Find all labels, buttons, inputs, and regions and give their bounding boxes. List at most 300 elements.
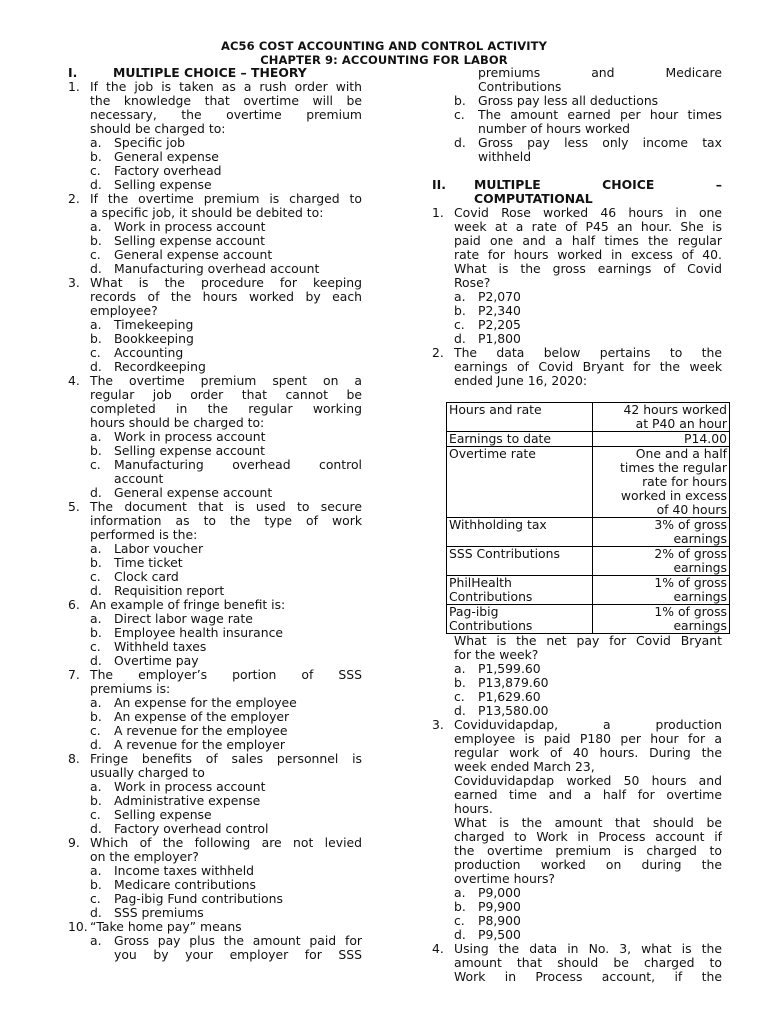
table-value-cell bbox=[593, 605, 730, 634]
question-number: 8. bbox=[68, 751, 80, 766]
option-text: An expense for the employee bbox=[114, 695, 297, 710]
question-stem-line bbox=[68, 304, 362, 318]
option-letter: b. bbox=[454, 675, 466, 690]
line-text: you by your employer for SSS bbox=[114, 947, 362, 962]
option-letter: c. bbox=[454, 107, 465, 122]
table-key-cell bbox=[447, 432, 593, 447]
table-row bbox=[447, 547, 730, 576]
line-text: Coviduvidapdap worked 50 hours and bbox=[454, 773, 722, 788]
question-stem-line bbox=[432, 374, 722, 388]
answer-option bbox=[432, 900, 722, 914]
answer-option bbox=[432, 304, 722, 318]
question-stem-line bbox=[68, 290, 362, 304]
answer-option bbox=[432, 136, 722, 150]
option-letter: a. bbox=[90, 779, 102, 794]
question-number: 3. bbox=[432, 717, 444, 732]
line-text: premiums is: bbox=[90, 681, 171, 696]
line-text: earned time and a half for overtime bbox=[454, 787, 722, 802]
line-text: regular job order that cannot be bbox=[90, 387, 362, 402]
option-text: P2,205 bbox=[478, 317, 521, 332]
question-stem-line bbox=[68, 514, 362, 528]
option-text: Medicare contributions bbox=[114, 877, 256, 892]
table-key: Earnings to date bbox=[449, 431, 552, 446]
option-text: Clock card bbox=[114, 569, 179, 584]
answer-option bbox=[68, 486, 362, 500]
option-letter: a. bbox=[90, 219, 102, 234]
answer-option bbox=[68, 738, 362, 752]
line-text: a specific job, it should be debited to: bbox=[90, 205, 324, 220]
option-letter: c. bbox=[90, 639, 101, 654]
answer-option bbox=[68, 458, 362, 472]
section-number: I. bbox=[68, 65, 78, 80]
option-letter: d. bbox=[90, 261, 102, 276]
question-stem-line bbox=[432, 648, 722, 662]
option-text: Gross pay less all deductions bbox=[478, 93, 659, 108]
question-stem-line bbox=[432, 760, 722, 774]
option-text: Administrative expense bbox=[114, 793, 261, 808]
question-stem bbox=[432, 942, 722, 956]
line-text: withheld bbox=[478, 149, 532, 164]
table-value: 3% of gross bbox=[654, 517, 727, 532]
answer-option bbox=[68, 808, 362, 822]
option-letter: a. bbox=[90, 611, 102, 626]
answer-option bbox=[68, 234, 362, 248]
table-key: Overtime rate bbox=[449, 446, 536, 461]
question-number: 1. bbox=[68, 79, 80, 94]
line-text: An example of fringe benefit is: bbox=[90, 597, 286, 612]
question-stem-line bbox=[432, 802, 722, 816]
question-stem bbox=[68, 192, 362, 206]
question-stem-line bbox=[68, 850, 362, 864]
option-text: P8,900 bbox=[478, 913, 521, 928]
question-stem-line bbox=[68, 682, 362, 696]
table-value: earnings bbox=[673, 531, 727, 546]
option-letter: b. bbox=[90, 877, 102, 892]
question-stem-line bbox=[68, 388, 362, 402]
answer-option bbox=[68, 584, 362, 598]
answer-option bbox=[68, 724, 362, 738]
line-text: regular work of 40 hours. During the bbox=[454, 745, 722, 760]
question-number: 4. bbox=[432, 941, 444, 956]
question-stem bbox=[68, 836, 362, 850]
option-text: P1,629.60 bbox=[478, 689, 541, 704]
option-text: Specific job bbox=[114, 135, 186, 150]
question-stem-line bbox=[432, 858, 722, 872]
option-letter: a. bbox=[90, 429, 102, 444]
question-stem-line bbox=[432, 276, 722, 290]
option-text: Selling expense bbox=[114, 807, 212, 822]
table-value: times the regular bbox=[620, 460, 727, 475]
table-key-cell bbox=[447, 447, 593, 518]
line-text: completed in the regular working bbox=[90, 401, 362, 416]
line-text: on the employer? bbox=[90, 849, 199, 864]
answer-option bbox=[68, 164, 362, 178]
option-text: Pag-ibig Fund contributions bbox=[114, 891, 283, 906]
option-letter: a. bbox=[90, 863, 102, 878]
answer-option bbox=[68, 220, 362, 234]
line-text: hours. bbox=[454, 801, 493, 816]
table-value-cell bbox=[593, 576, 730, 605]
line-text: charged to Work in Process account if bbox=[454, 829, 722, 844]
table-row bbox=[447, 605, 730, 634]
section-number: II. bbox=[432, 177, 446, 192]
answer-option bbox=[68, 332, 362, 346]
line-text: paid one and a half times the regular bbox=[454, 233, 722, 248]
answer-option bbox=[68, 906, 362, 920]
question-stem-line bbox=[432, 970, 722, 984]
option-letter: d. bbox=[90, 905, 102, 920]
question-number: 7. bbox=[68, 667, 80, 682]
option-text: Gross pay less only income tax bbox=[478, 135, 722, 150]
option-text: Income taxes withheld bbox=[114, 863, 255, 878]
right-column bbox=[432, 65, 727, 984]
answer-option bbox=[68, 430, 362, 444]
option-letter: d. bbox=[90, 653, 102, 668]
answer-option bbox=[68, 178, 362, 192]
table-value: P14.00 bbox=[684, 431, 727, 446]
answer-option bbox=[68, 878, 362, 892]
question-stem bbox=[68, 668, 362, 682]
answer-option bbox=[432, 662, 722, 676]
answer-option bbox=[68, 654, 362, 668]
line-text: If the job is taken as a rush order with bbox=[90, 79, 362, 94]
answer-option bbox=[432, 886, 722, 900]
question-number: 9. bbox=[68, 835, 80, 850]
question-stem-line bbox=[432, 634, 722, 648]
question-stem-line bbox=[432, 872, 722, 886]
answer-option bbox=[68, 346, 362, 360]
table-key: Hours and rate bbox=[449, 402, 542, 417]
answer-option-cont bbox=[432, 80, 722, 94]
option-letter: a. bbox=[454, 289, 466, 304]
line-text: overtime hours? bbox=[454, 871, 555, 886]
option-letter: d. bbox=[90, 485, 102, 500]
line-text: records of the hours worked by each bbox=[90, 289, 362, 304]
option-letter: d. bbox=[454, 927, 466, 942]
spacer bbox=[432, 164, 722, 178]
question-stem-line bbox=[432, 234, 722, 248]
question-stem bbox=[432, 206, 722, 220]
line-text: performed is the: bbox=[90, 527, 198, 542]
option-text: General expense account bbox=[114, 485, 273, 500]
option-text: P9,900 bbox=[478, 899, 521, 914]
line-text: Work in Process account, if the bbox=[454, 969, 722, 984]
option-letter: c. bbox=[90, 457, 101, 472]
question-number: 1. bbox=[432, 205, 444, 220]
table-value-cell bbox=[593, 447, 730, 518]
option-text: Time ticket bbox=[114, 555, 183, 570]
section-heading-computational bbox=[432, 178, 722, 192]
line-text: account bbox=[114, 471, 164, 486]
question-stem bbox=[68, 276, 362, 290]
table-value-cell bbox=[593, 403, 730, 432]
question-stem-line bbox=[432, 788, 722, 802]
table-value: One and a half bbox=[635, 446, 727, 461]
option-letter: a. bbox=[90, 933, 102, 948]
option-letter: d. bbox=[454, 331, 466, 346]
line-text: What is the procedure for keeping bbox=[90, 275, 362, 290]
question-stem bbox=[68, 500, 362, 514]
option-letter: b. bbox=[454, 899, 466, 914]
line-text: What is the net pay for Covid Bryant bbox=[454, 633, 722, 648]
answer-option bbox=[432, 290, 722, 304]
table-key-cell bbox=[447, 547, 593, 576]
question-stem-line bbox=[432, 774, 722, 788]
section-title-line2: COMPUTATIONAL bbox=[474, 191, 593, 206]
option-text: A revenue for the employer bbox=[114, 737, 285, 752]
option-letter: d. bbox=[90, 359, 102, 374]
option-letter: c. bbox=[454, 913, 465, 928]
option-text: P13,580.00 bbox=[478, 703, 549, 718]
table-value: earnings bbox=[673, 560, 727, 575]
option-text: Overtime pay bbox=[114, 653, 199, 668]
answer-option bbox=[68, 262, 362, 276]
option-text: P9,500 bbox=[478, 927, 521, 942]
option-letter: c. bbox=[90, 163, 101, 178]
question-stem-line bbox=[432, 844, 722, 858]
line-text: the overtime premium is charged to bbox=[454, 843, 722, 858]
line-text: Coviduvidapdap, a production bbox=[454, 717, 722, 732]
line-text: The document that is used to secure bbox=[90, 499, 362, 514]
option-text: Labor voucher bbox=[114, 541, 204, 556]
answer-option bbox=[432, 94, 722, 108]
option-letter: c. bbox=[90, 247, 101, 262]
table-key: Contributions bbox=[449, 618, 533, 633]
answer-option-cont bbox=[432, 122, 722, 136]
question-stem-line bbox=[432, 732, 722, 746]
option-letter: a. bbox=[90, 695, 102, 710]
option-letter: b. bbox=[90, 149, 102, 164]
line-text: rate for hours worked in excess of 40. bbox=[454, 247, 722, 262]
option-text: Work in process account bbox=[114, 219, 266, 234]
option-letter: c. bbox=[90, 891, 101, 906]
option-text: Gross pay plus the amount paid for bbox=[114, 933, 362, 948]
table-value: of 40 hours bbox=[656, 502, 727, 517]
option-text: P2,070 bbox=[478, 289, 521, 304]
line-text: The employer’s portion of SSS bbox=[90, 667, 362, 682]
table-key-cell bbox=[447, 605, 593, 634]
table-value-cell bbox=[593, 432, 730, 447]
section-title: MULTIPLE CHOICE – THEORY bbox=[113, 65, 307, 80]
option-text: An expense of the employer bbox=[114, 709, 290, 724]
option-text: The amount earned per hour times bbox=[478, 107, 722, 122]
table-value: at P40 an hour bbox=[635, 416, 727, 431]
answer-option bbox=[68, 710, 362, 724]
document-subtitle: CHAPTER 9: ACCOUNTING FOR LABOR bbox=[260, 53, 508, 67]
option-text: Work in process account bbox=[114, 779, 266, 794]
option-text: Selling expense bbox=[114, 177, 212, 192]
answer-option bbox=[432, 928, 722, 942]
question-stem bbox=[432, 718, 722, 732]
line-text: The data below pertains to the bbox=[454, 345, 722, 360]
option-letter: b. bbox=[90, 709, 102, 724]
question-stem-line bbox=[432, 956, 722, 970]
answer-option bbox=[68, 892, 362, 906]
answer-option bbox=[68, 640, 362, 654]
option-text: P1,599.60 bbox=[478, 661, 541, 676]
option-text: P9,000 bbox=[478, 885, 521, 900]
option-text: Timekeeping bbox=[114, 317, 194, 332]
option-text: General expense bbox=[114, 149, 219, 164]
answer-option bbox=[68, 780, 362, 794]
question-stem-line bbox=[68, 416, 362, 430]
section-title-cont bbox=[432, 192, 722, 206]
answer-option-cont bbox=[68, 948, 362, 962]
option-text: Work in process account bbox=[114, 429, 266, 444]
question-number: 2. bbox=[432, 345, 444, 360]
option-text: Factory overhead control bbox=[114, 821, 269, 836]
line-text: The overtime premium spent on a bbox=[90, 373, 362, 388]
table-key-cell bbox=[447, 518, 593, 547]
document-title: AC56 COST ACCOUNTING AND CONTROL ACTIVITY bbox=[220, 39, 548, 53]
option-letter: c. bbox=[454, 317, 465, 332]
table-value: rate for hours bbox=[642, 474, 727, 489]
option-letter: c. bbox=[454, 689, 465, 704]
table-key-cell bbox=[447, 576, 593, 605]
question-stem bbox=[68, 80, 362, 94]
answer-option bbox=[68, 794, 362, 808]
option-text: Selling expense account bbox=[114, 233, 265, 248]
line-text: Fringe benefits of sales personnel is bbox=[90, 751, 362, 766]
line-text: Rose? bbox=[454, 275, 491, 290]
answer-option-cont bbox=[432, 150, 722, 164]
question-stem-line bbox=[432, 262, 722, 276]
line-text: employee? bbox=[90, 303, 158, 318]
line-text: for the week? bbox=[454, 647, 539, 662]
option-letter: b. bbox=[90, 443, 102, 458]
question-stem-line bbox=[68, 94, 362, 108]
line-text: If the overtime premium is charged to bbox=[90, 191, 362, 206]
option-letter: b. bbox=[454, 93, 466, 108]
option-letter: b. bbox=[90, 793, 102, 808]
option-letter: b. bbox=[90, 331, 102, 346]
answer-option bbox=[68, 570, 362, 584]
table-value-cell bbox=[593, 547, 730, 576]
option-letter: a. bbox=[90, 317, 102, 332]
table-key: SSS Contributions bbox=[449, 546, 560, 561]
table-value: 1% of gross bbox=[654, 575, 727, 590]
question-stem-line bbox=[68, 766, 362, 780]
table-key: Pag-ibig bbox=[449, 604, 499, 619]
question-stem bbox=[68, 752, 362, 766]
question-number: 5. bbox=[68, 499, 80, 514]
table-value: 42 hours worked bbox=[623, 402, 727, 417]
answer-option-cont bbox=[432, 66, 722, 80]
option-text: Bookkeeping bbox=[114, 331, 194, 346]
option-letter: c. bbox=[90, 723, 101, 738]
table-row bbox=[447, 403, 730, 432]
question-number: 4. bbox=[68, 373, 80, 388]
option-text: Withheld taxes bbox=[114, 639, 207, 654]
question-stem bbox=[68, 598, 362, 612]
option-letter: b. bbox=[90, 233, 102, 248]
answer-option bbox=[68, 934, 362, 948]
option-text: Direct labor wage rate bbox=[114, 611, 253, 626]
line-text: What is the gross earnings of Covid bbox=[454, 261, 722, 276]
table-key-cell bbox=[447, 403, 593, 432]
option-letter: a. bbox=[90, 541, 102, 556]
answer-option bbox=[68, 360, 362, 374]
table-row bbox=[447, 447, 730, 518]
table-row bbox=[447, 518, 730, 547]
table-row bbox=[447, 432, 730, 447]
answer-option bbox=[432, 108, 722, 122]
table-value: 1% of gross bbox=[654, 604, 727, 619]
option-letter: c. bbox=[90, 569, 101, 584]
answer-option bbox=[68, 318, 362, 332]
answer-option bbox=[68, 626, 362, 640]
option-letter: c. bbox=[90, 807, 101, 822]
answer-option bbox=[432, 690, 722, 704]
table-value: worked in excess bbox=[620, 488, 727, 503]
line-text: “Take home pay” means bbox=[90, 919, 242, 934]
option-letter: d. bbox=[90, 583, 102, 598]
option-text: Employee health insurance bbox=[114, 625, 284, 640]
table-value-cell bbox=[593, 518, 730, 547]
line-text: number of hours worked bbox=[478, 121, 630, 136]
answer-option bbox=[432, 676, 722, 690]
line-text: should be charged to: bbox=[90, 121, 226, 136]
line-text: What is the amount that should be bbox=[454, 815, 722, 830]
line-text: production worked on during the bbox=[454, 857, 722, 872]
answer-option bbox=[432, 332, 722, 346]
option-text: Recordkeeping bbox=[114, 359, 206, 374]
question-number: 3. bbox=[68, 275, 80, 290]
option-text: P2,340 bbox=[478, 303, 521, 318]
section-heading-theory bbox=[68, 66, 362, 80]
question-stem-line bbox=[432, 220, 722, 234]
option-letter: d. bbox=[90, 737, 102, 752]
table-value: earnings bbox=[673, 618, 727, 633]
table-key: PhilHealth bbox=[449, 575, 512, 590]
option-text: General expense account bbox=[114, 247, 273, 262]
option-letter: c. bbox=[90, 345, 101, 360]
line-text: information as to the type of work bbox=[90, 513, 362, 528]
question-stem-line bbox=[68, 528, 362, 542]
answer-option bbox=[68, 696, 362, 710]
line-text: Covid Rose worked 46 hours in one bbox=[454, 205, 722, 220]
option-letter: b. bbox=[90, 555, 102, 570]
question-stem bbox=[68, 374, 362, 388]
option-letter: b. bbox=[90, 625, 102, 640]
option-letter: d. bbox=[90, 177, 102, 192]
line-text: necessary, the overtime premium bbox=[90, 107, 362, 122]
answer-option bbox=[68, 822, 362, 836]
option-text: Requisition report bbox=[114, 583, 225, 598]
answer-option bbox=[68, 150, 362, 164]
question-stem-line bbox=[68, 206, 362, 220]
option-letter: a. bbox=[90, 135, 102, 150]
section-title: MULTIPLE CHOICE – bbox=[474, 177, 722, 192]
left-column bbox=[68, 66, 362, 962]
question-number: 2. bbox=[68, 191, 80, 206]
answer-option bbox=[68, 444, 362, 458]
option-letter: d. bbox=[454, 703, 466, 718]
answer-option bbox=[432, 914, 722, 928]
question-stem bbox=[432, 346, 722, 360]
line-text: week at a rate of P45 an hour. She is bbox=[454, 219, 722, 234]
table-key: Withholding tax bbox=[449, 517, 547, 532]
answer-option bbox=[68, 248, 362, 262]
table-key: Contributions bbox=[449, 589, 533, 604]
line-text: earnings of Covid Bryant for the week bbox=[454, 359, 722, 374]
answer-option-cont bbox=[68, 472, 362, 486]
table-row bbox=[447, 576, 730, 605]
option-letter: d. bbox=[454, 135, 466, 150]
question-stem-line bbox=[432, 746, 722, 760]
question-stem-line bbox=[432, 360, 722, 374]
line-text: employee is paid P180 per hour for a bbox=[454, 731, 722, 746]
